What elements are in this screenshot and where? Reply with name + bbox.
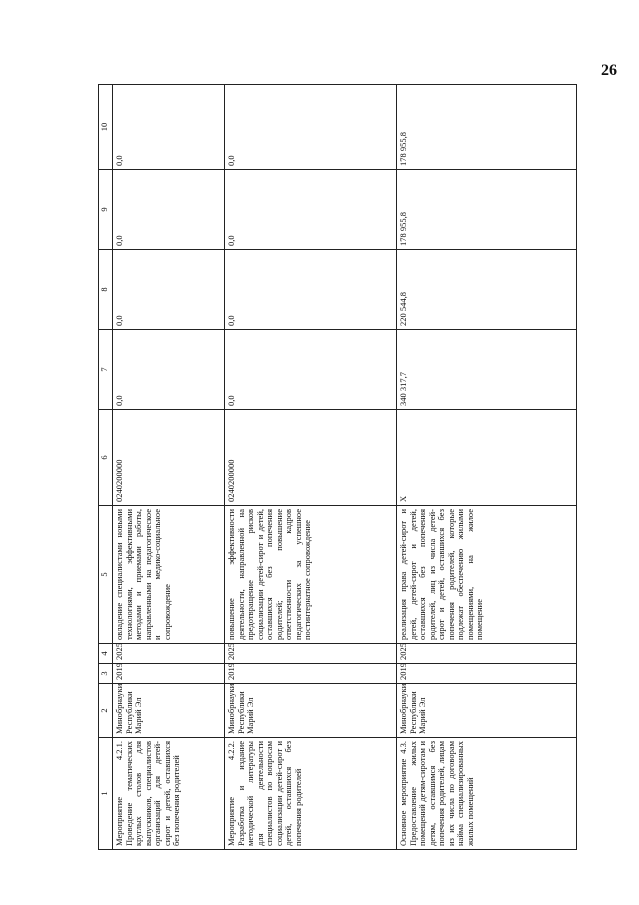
- table-row: [113, 85, 225, 850]
- rotated-table-container: [98, 85, 588, 850]
- value-cell-8: 220 544,8: [397, 250, 577, 330]
- executor-cell: Минобрнауки Республики Марий Эл: [225, 684, 397, 738]
- col-header-6: 6: [99, 410, 113, 506]
- start-year-cell: 2019: [397, 664, 577, 684]
- value-cell-9: 178 955,8: [397, 170, 577, 250]
- result-cell: повышение эффективности деятельности, направленной на предотвращение рисков социализации детей-сирот и детей, оставшихся без попечения родителей; повышение ответственности кадров педагогических за успешное постинтернатное сопровождение: [225, 506, 397, 644]
- value-cell-9: 0,0: [113, 170, 225, 250]
- start-year-cell: 2019: [225, 664, 397, 684]
- col-header-7: 7: [99, 330, 113, 410]
- executor-cell: Минобрнауки Республики Марий Эл: [113, 684, 225, 738]
- col-header-9: 9: [99, 170, 113, 250]
- budget-code-cell: Х: [397, 410, 577, 506]
- column-number-row: [99, 85, 113, 850]
- value-cell-7: 0,0: [225, 330, 397, 410]
- col-header-1: 1: [99, 738, 113, 850]
- activity-cell: Мероприятие 4.2.1. Проведение тематических круглых столов для выпускников, специалистов организаций для детей-сирот и детей, оставшихся без попечения родителей: [113, 738, 225, 850]
- col-header-5: 5: [99, 506, 113, 644]
- value-cell-8: 0,0: [225, 250, 397, 330]
- value-cell-7: 0,0: [113, 330, 225, 410]
- value-cell-10: 178 955,8: [397, 85, 577, 170]
- table-row: [225, 85, 397, 850]
- end-year-cell: 2025: [397, 644, 577, 664]
- program-activities-table: [98, 84, 577, 850]
- start-year-cell: 2019: [113, 664, 225, 684]
- value-cell-10: 0,0: [225, 85, 397, 170]
- end-year-cell: 2025: [113, 644, 225, 664]
- result-cell: реализация права детей-сирот и детей, детей-сирот и детей, оставшихся без попечения родителей, лиц из числа детей-сирот и детей, оставшихся без попечения родителей, которые подлежат обеспечению жилыми помещениями, на жилое помещение: [397, 506, 577, 644]
- end-year-cell: 2025: [225, 644, 397, 664]
- executor-cell: Минобрнауки Республики Марий Эл: [397, 684, 577, 738]
- value-cell-8: 0,0: [113, 250, 225, 330]
- col-header-3: 3: [99, 664, 113, 684]
- value-cell-9: 0,0: [225, 170, 397, 250]
- page-number: 26: [601, 62, 617, 79]
- table-row: [397, 85, 577, 850]
- result-cell: овладение специалистами новыми технологиями, эффективными методами и приемами работы, направленными на педагогическое и медико-социальное сопровождение: [113, 506, 225, 644]
- activity-cell: Мероприятие 4.2.2. Разработка и издание методической литературы для деятельности специалистов по вопросам социализации детей-сирот и детей, оставшихся без попечения родителей: [225, 738, 397, 850]
- budget-code-cell: 0240200000: [225, 410, 397, 506]
- col-header-10: 10: [99, 85, 113, 170]
- col-header-4: 4: [99, 644, 113, 664]
- col-header-8: 8: [99, 250, 113, 330]
- value-cell-7: 340 317,7: [397, 330, 577, 410]
- budget-code-cell: 0240200000: [113, 410, 225, 506]
- activity-cell: Основное мероприятие 4.3. Предоставление жилых помещений детям-сиротам и детям, оставшимся без попечения родителей, лицам из их числа по договорам найма специализированных жилых помещений: [397, 738, 577, 850]
- col-header-2: 2: [99, 684, 113, 738]
- value-cell-10: 0,0: [113, 85, 225, 170]
